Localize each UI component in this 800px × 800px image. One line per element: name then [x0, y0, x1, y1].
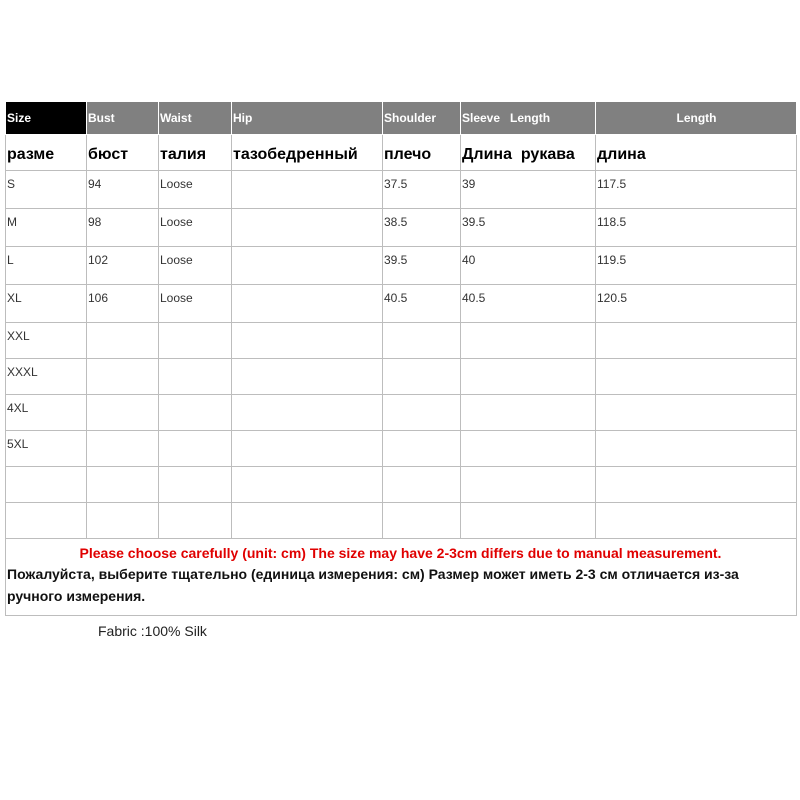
header-size: Size — [6, 102, 87, 135]
table-row — [6, 467, 797, 503]
header-hip: Hip — [232, 102, 383, 135]
table-row — [6, 359, 797, 395]
header-shoulder: Shoulder — [383, 102, 461, 135]
note-row — [6, 539, 797, 616]
cell-sleeve-length: 39 — [461, 171, 596, 209]
cell-bust — [87, 431, 159, 467]
table-row — [6, 323, 797, 359]
table-row — [6, 431, 797, 467]
cell-bust — [87, 395, 159, 431]
cell-size: XXXL — [6, 359, 87, 395]
cell-waist: Loose — [159, 171, 232, 209]
cell-bust — [87, 323, 159, 359]
header-ru-length: длина — [596, 135, 797, 171]
cell-size: L — [6, 247, 87, 285]
cell-length: 118.5 — [596, 209, 797, 247]
cell-hip — [232, 467, 383, 503]
cell-bust: 94 — [87, 171, 159, 209]
cell-length — [596, 395, 797, 431]
table-row — [6, 395, 797, 431]
cell-size — [6, 467, 87, 503]
cell-length: 119.5 — [596, 247, 797, 285]
header-sleeve-length: Sleeve Length — [461, 102, 596, 135]
cell-shoulder — [383, 467, 461, 503]
cell-hip — [232, 431, 383, 467]
cell-size: 5XL — [6, 431, 87, 467]
cell-sleeve-length: 40.5 — [461, 285, 596, 323]
cell-size: S — [6, 171, 87, 209]
header-ru-size: разме — [6, 135, 87, 171]
cell-shoulder — [383, 395, 461, 431]
header-row-ru — [6, 135, 797, 171]
header-row-en — [6, 102, 797, 135]
cell-hip — [232, 395, 383, 431]
cell-hip — [232, 285, 383, 323]
cell-hip — [232, 209, 383, 247]
cell-waist: Loose — [159, 209, 232, 247]
cell-length — [596, 503, 797, 539]
table-row — [6, 171, 797, 209]
cell-length — [596, 359, 797, 395]
table-row — [6, 247, 797, 285]
note-russian: Пожалуйста, выберите тщательно (единица измерения: см) Размер может иметь 2-3 см отличается из-за ручного измерения. — [7, 566, 739, 604]
header-length: Length — [596, 102, 797, 135]
cell-size: XL — [6, 285, 87, 323]
cell-shoulder — [383, 359, 461, 395]
cell-hip — [232, 171, 383, 209]
size-chart-table — [5, 101, 797, 616]
cell-hip — [232, 503, 383, 539]
cell-sleeve-length — [461, 395, 596, 431]
cell-waist — [159, 359, 232, 395]
header-waist: Waist — [159, 102, 232, 135]
size-chart-body — [6, 102, 797, 616]
table-row — [6, 503, 797, 539]
header-ru-hip: тазобедренный — [232, 135, 383, 171]
note-english: Please choose carefully (unit: cm) The size may have 2-3cm differs due to manual measurement. — [79, 545, 722, 561]
cell-length — [596, 467, 797, 503]
cell-waist — [159, 467, 232, 503]
cell-size: XXL — [6, 323, 87, 359]
table-row — [6, 209, 797, 247]
cell-bust: 98 — [87, 209, 159, 247]
cell-bust — [87, 503, 159, 539]
cell-waist — [159, 503, 232, 539]
cell-length: 120.5 — [596, 285, 797, 323]
cell-size — [6, 503, 87, 539]
cell-sleeve-length — [461, 503, 596, 539]
cell-sleeve-length: 40 — [461, 247, 596, 285]
cell-sleeve-length — [461, 359, 596, 395]
cell-sleeve-length: 39.5 — [461, 209, 596, 247]
cell-shoulder: 37.5 — [383, 171, 461, 209]
cell-hip — [232, 323, 383, 359]
cell-length — [596, 431, 797, 467]
cell-length — [596, 323, 797, 359]
cell-shoulder — [383, 323, 461, 359]
cell-bust — [87, 467, 159, 503]
cell-hip — [232, 359, 383, 395]
cell-waist — [159, 431, 232, 467]
header-ru-bust: бюст — [87, 135, 159, 171]
cell-waist — [159, 395, 232, 431]
header-ru-waist: талия — [159, 135, 232, 171]
cell-hip — [232, 247, 383, 285]
note-cell — [6, 539, 797, 616]
cell-shoulder — [383, 503, 461, 539]
cell-waist: Loose — [159, 285, 232, 323]
cell-shoulder: 38.5 — [383, 209, 461, 247]
cell-waist — [159, 323, 232, 359]
cell-sleeve-length — [461, 467, 596, 503]
header-ru-sleeve-length: Длина рукава — [461, 135, 596, 171]
header-ru-shoulder: плечо — [383, 135, 461, 171]
cell-size: 4XL — [6, 395, 87, 431]
cell-length: 117.5 — [596, 171, 797, 209]
cell-waist: Loose — [159, 247, 232, 285]
cell-bust — [87, 359, 159, 395]
cell-sleeve-length — [461, 323, 596, 359]
cell-shoulder: 40.5 — [383, 285, 461, 323]
cell-size: M — [6, 209, 87, 247]
cell-shoulder: 39.5 — [383, 247, 461, 285]
fabric-label: Fabric :100% Silk — [98, 623, 207, 639]
header-bust: Bust — [87, 102, 159, 135]
cell-bust: 106 — [87, 285, 159, 323]
cell-shoulder — [383, 431, 461, 467]
table-row — [6, 285, 797, 323]
cell-sleeve-length — [461, 431, 596, 467]
cell-bust: 102 — [87, 247, 159, 285]
